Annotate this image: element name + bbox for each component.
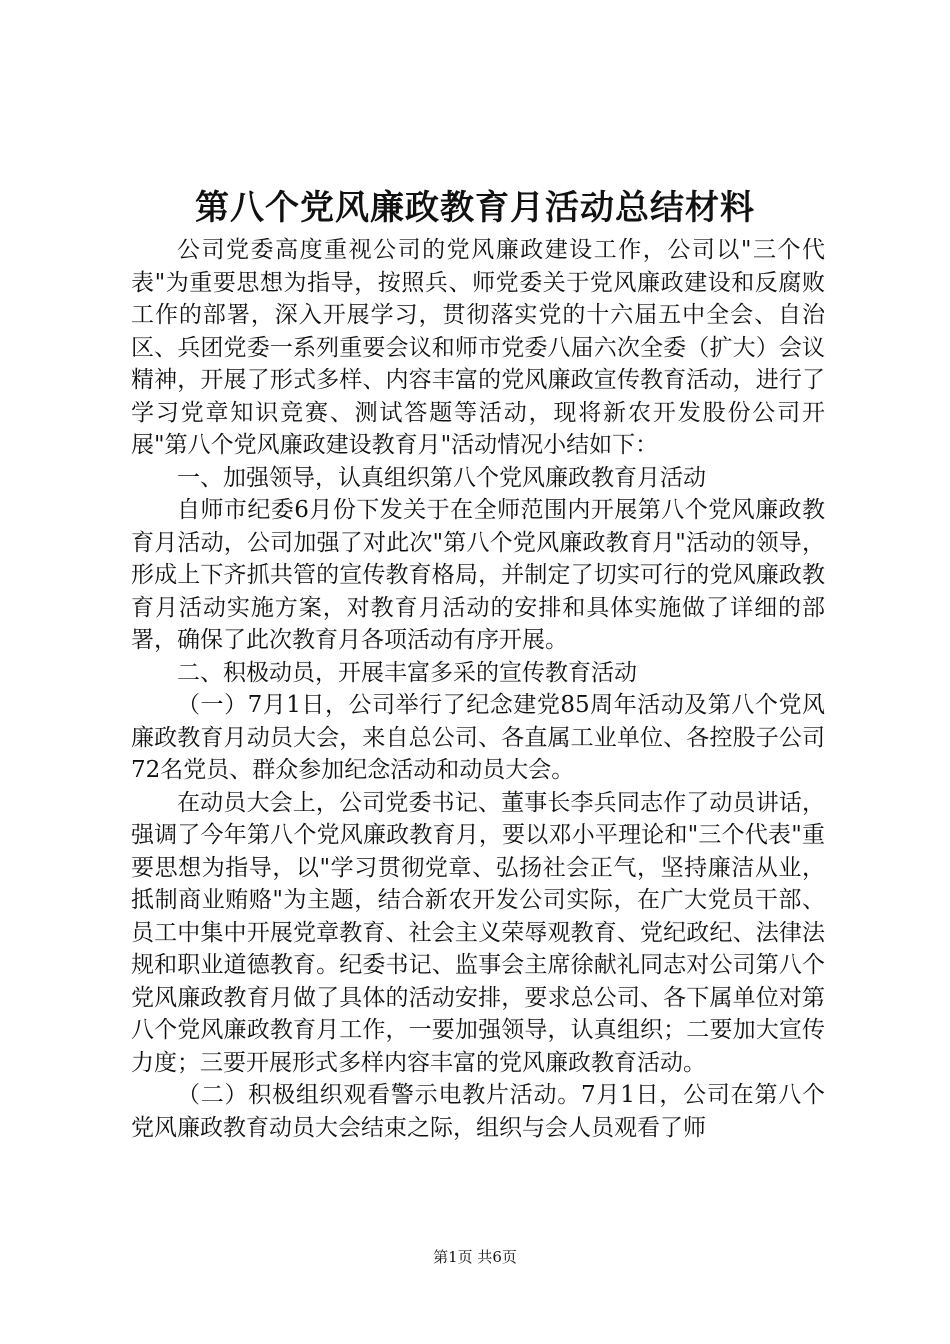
paragraph-section-1: 自师市纪委6月份下发关于在全师范围内开展第八个党风廉政教育月活动，公司加强了对此次"第八个党风廉政教育月"活动的领导，形成上下齐抓共管的宣传教育格局，并制定了切实可行的党风廉政教育月活动实施方案，对教育月活动的安排和具体实施做了详细的部署，确保了此次教育月各项活动有序开展。 <box>131 497 825 653</box>
paragraph-item-1: （一）7月1日，公司举行了纪念建党85周年活动及第八个党风廉政教育月动员大会，来自总公司、各直属工业单位、各控股子公司72名党员、群众参加纪念活动和动员大会。 <box>131 692 825 783</box>
section-heading-2: 二、积极动员，开展丰富多采的宣传教育活动 <box>177 659 637 686</box>
paragraph-intro: 公司党委高度重视公司的党风廉政建设工作，公司以"三个代表"为重要思想为指导，按照兵、师党委关于党风廉政建设和反腐败工作的部署，深入开展学习，贯彻落实党的十六届五中全会、自治区、兵团党委一系列重要会议和师市党委八届六次全委（扩大）会议精神，开展了形式多样、内容丰富的党风廉政宣传教育活动，进行了学习党章知识竞赛、测试答题等活动，现将新农开发股份公司开展"第八个党风廉政建设教育月"活动情况小结如下： <box>131 237 825 458</box>
document-title: 第八个党风廉政教育月活动总结材料 <box>195 188 755 228</box>
section-heading-1: 一、加强领导，认真组织第八个党风廉政教育月活动 <box>177 464 706 491</box>
paragraph-item-2: （二）积极组织观看警示电教片活动。7月1日，公司在第八个党风廉政教育动员大会结束之际，组织与会人员观看了师 <box>131 1082 825 1141</box>
paragraph-meeting-speech: 在动员大会上，公司党委书记、董事长李兵同志作了动员讲话，强调了今年第八个党风廉政教育月，要以邓小平理论和"三个代表"重要思想为指导，以"学习贯彻党章、弘扬社会正气，坚持廉洁从业，抵制商业贿赂"为主题，结合新农开发公司实际，在广大党员干部、员工中集中开展党章教育、社会主义荣辱观教育、党纪政纪、法律法规和职业道德教育。纪委书记、监事会主席徐献礼同志对公司第八个党风廉政教育月做了具体的活动安排，要求总公司、各下属单位对第八个党风廉政教育月工作，一要加强领导，认真组织；二要加大宣传力度；三要开展形式多样内容丰富的党风廉政教育活动。 <box>131 789 825 1076</box>
document-body <box>131 234 825 1144</box>
page-footer: 第1页 共6页 <box>433 1248 517 1266</box>
